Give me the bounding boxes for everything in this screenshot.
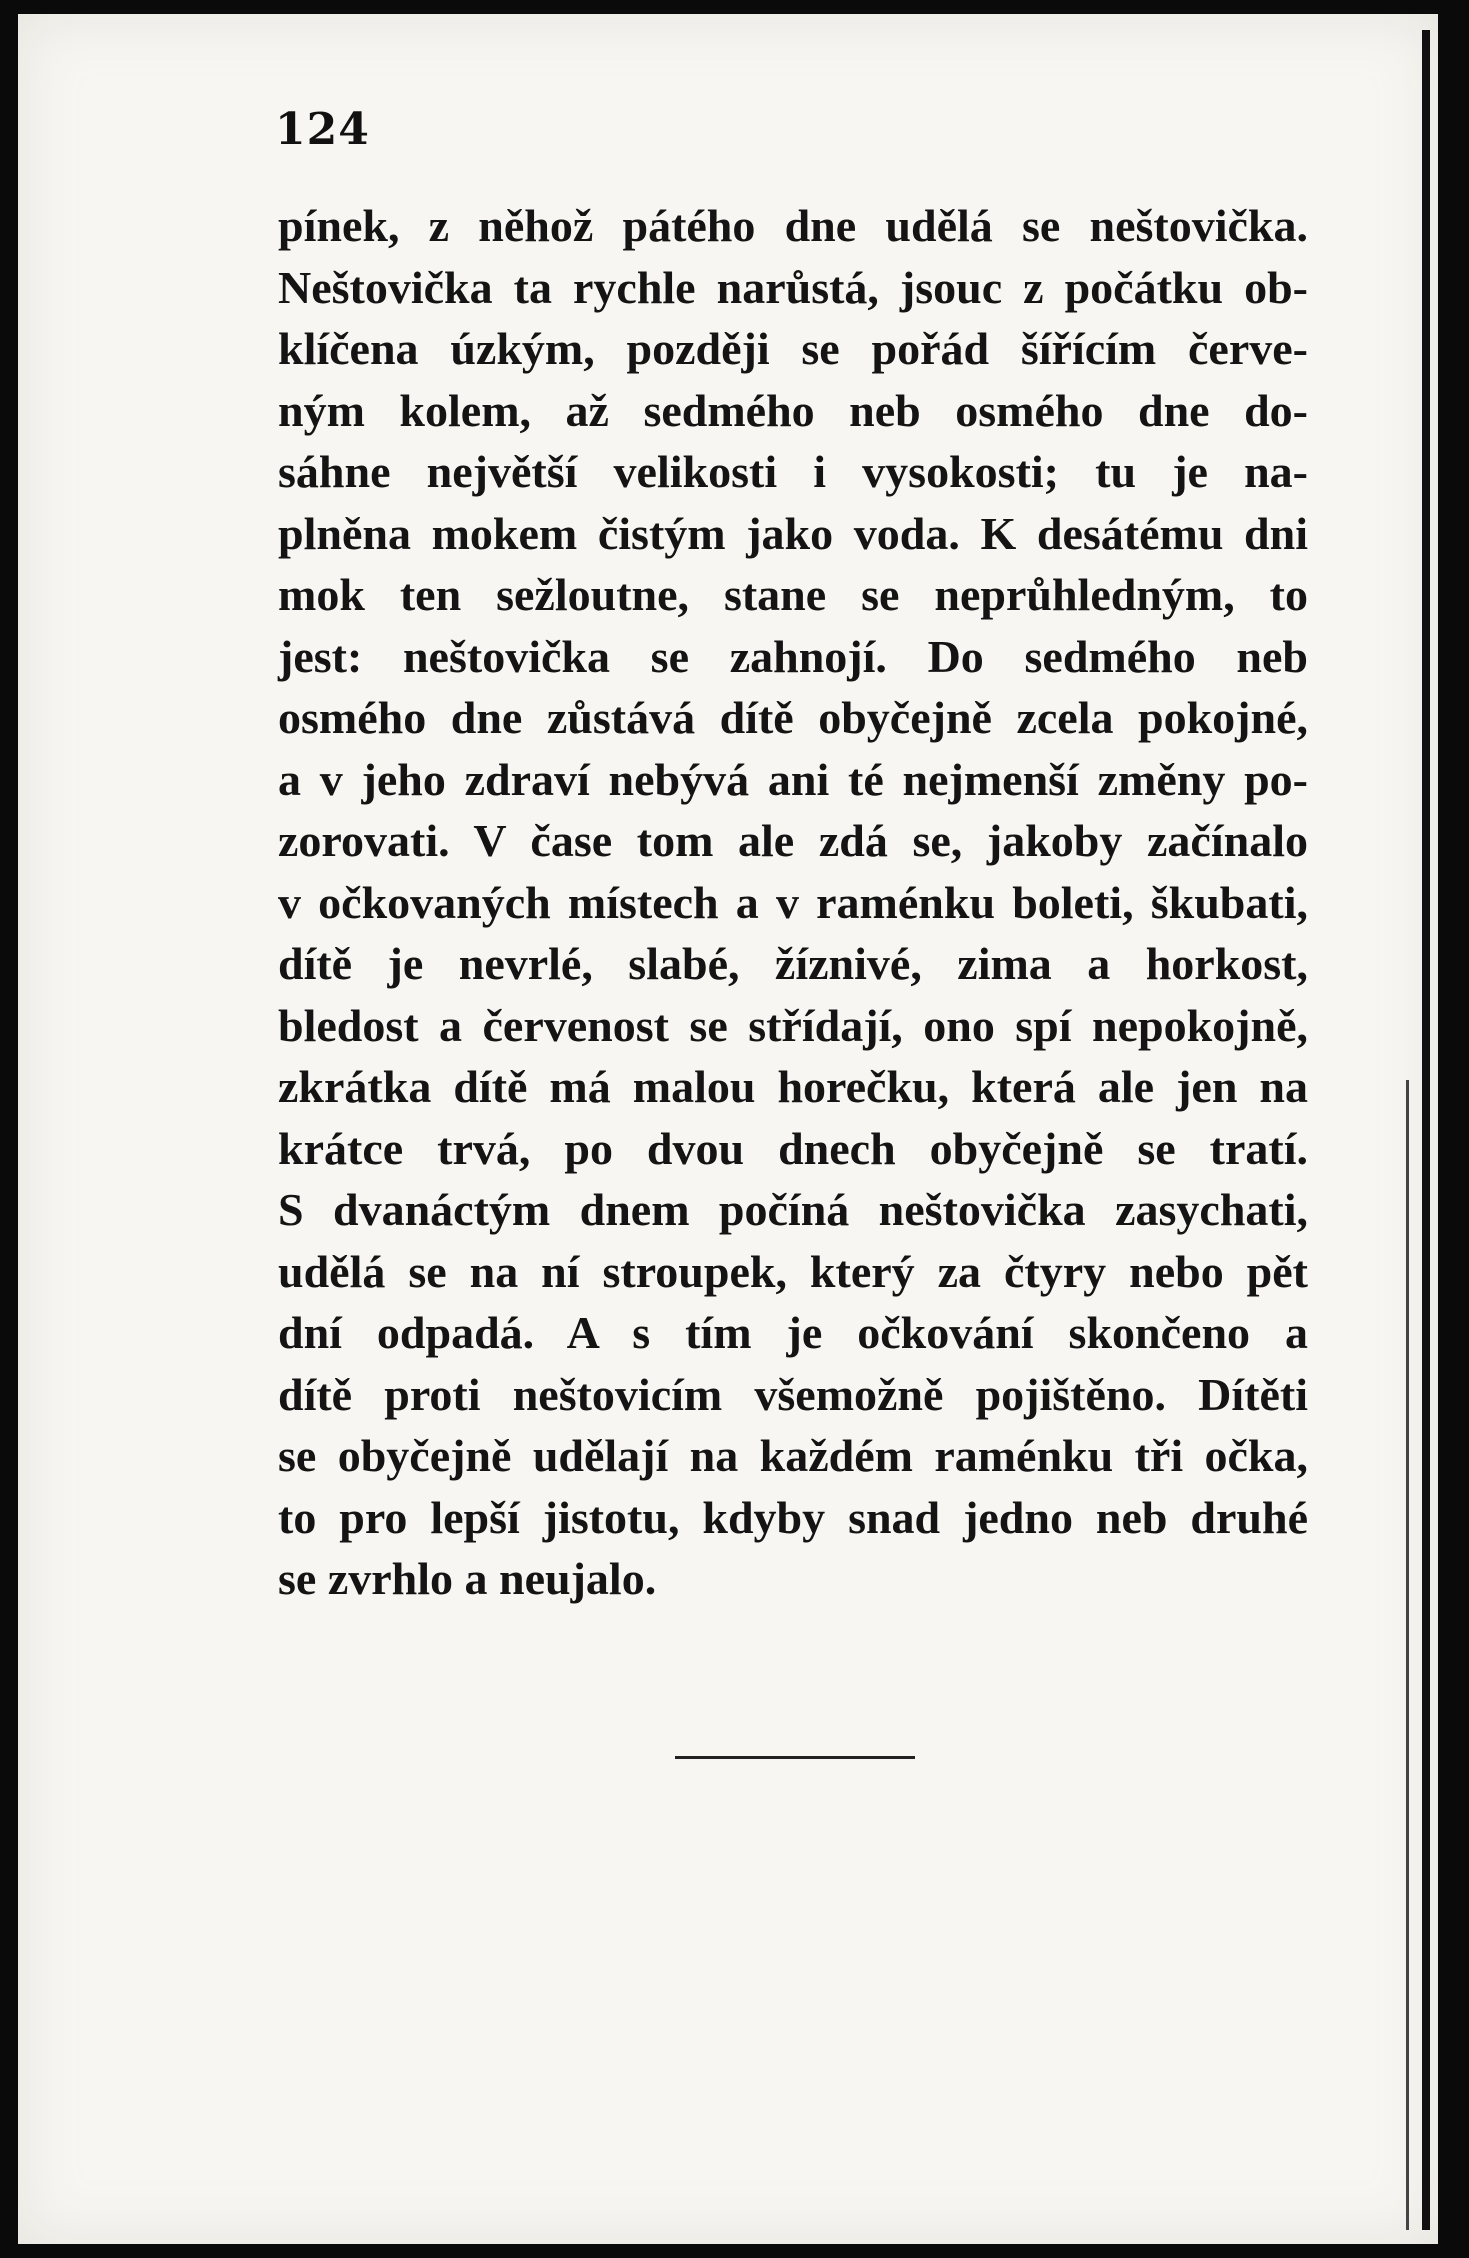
text-line: Neštovička ta rychle narůstá, jsouc z počátku ob- — [278, 261, 1308, 313]
text-line: osmého dne zůstává dítě obyčejně zcela pokojné, — [278, 692, 1308, 743]
page-number: 124 — [275, 104, 370, 155]
section-end-rule — [675, 1756, 915, 1759]
text-line: krátce trvá, po dvou dnech obyčejně se tratí. — [278, 1122, 1308, 1174]
text-line: a v jeho zdraví nebývá ani té nejmenší změny po- — [278, 753, 1308, 805]
text-line-last: se zvrhlo a neujalo. — [278, 1553, 657, 1604]
text-line: dní odpadá. A s tím je očkování skončeno a — [278, 1307, 1308, 1358]
text-line: se obyčejně udělají na každém raménku tři očka, — [278, 1430, 1308, 1481]
text-line: pínek, z něhož pátého dne udělá se neštovička. — [278, 200, 1308, 251]
text-line: v očkovaných místech a v raménku boleti, škubati, — [278, 876, 1308, 928]
text-line: mok ten sežloutne, stane se neprůhledným, to — [278, 569, 1308, 620]
text-line: sáhne největší velikosti i vysokosti; tu je na- — [278, 446, 1308, 497]
text-line: klíčena úzkým, později se pořád šířícím červe- — [278, 323, 1308, 374]
text-line: zkrátka dítě má malou horečku, která ale jen na — [278, 1061, 1308, 1112]
page-edge-line — [1406, 1080, 1409, 2230]
text-line: udělá se na ní stroupek, který za čtyry nebo pět — [278, 1245, 1308, 1297]
page-edge-shadow — [1422, 30, 1430, 2230]
text-line: ným kolem, až sedmého neb osmého dne do- — [278, 384, 1308, 436]
text-line: dítě proti neštovicím všemožně pojištěno. Dítěti — [278, 1368, 1308, 1420]
text-line: bledost a červenost se střídají, ono spí nepokojně, — [278, 999, 1308, 1051]
text-line: S dvanáctým dnem počíná neštovička zasychati, — [278, 1184, 1308, 1235]
text-line: jest: neštovička se zahnojí. Do sedmého neb — [278, 630, 1308, 682]
text-line: plněna mokem čistým jako voda. K desátému dni — [278, 507, 1308, 559]
text-line: dítě je nevrlé, slabé, žíznivé, zima a horkost, — [278, 938, 1308, 989]
text-line: zorovati. V čase tom ale zdá se, jakoby začínalo — [278, 815, 1308, 866]
body-text — [278, 195, 1308, 1610]
text-line: to pro lepší jistotu, kdyby snad jedno neb druhé — [278, 1491, 1308, 1543]
